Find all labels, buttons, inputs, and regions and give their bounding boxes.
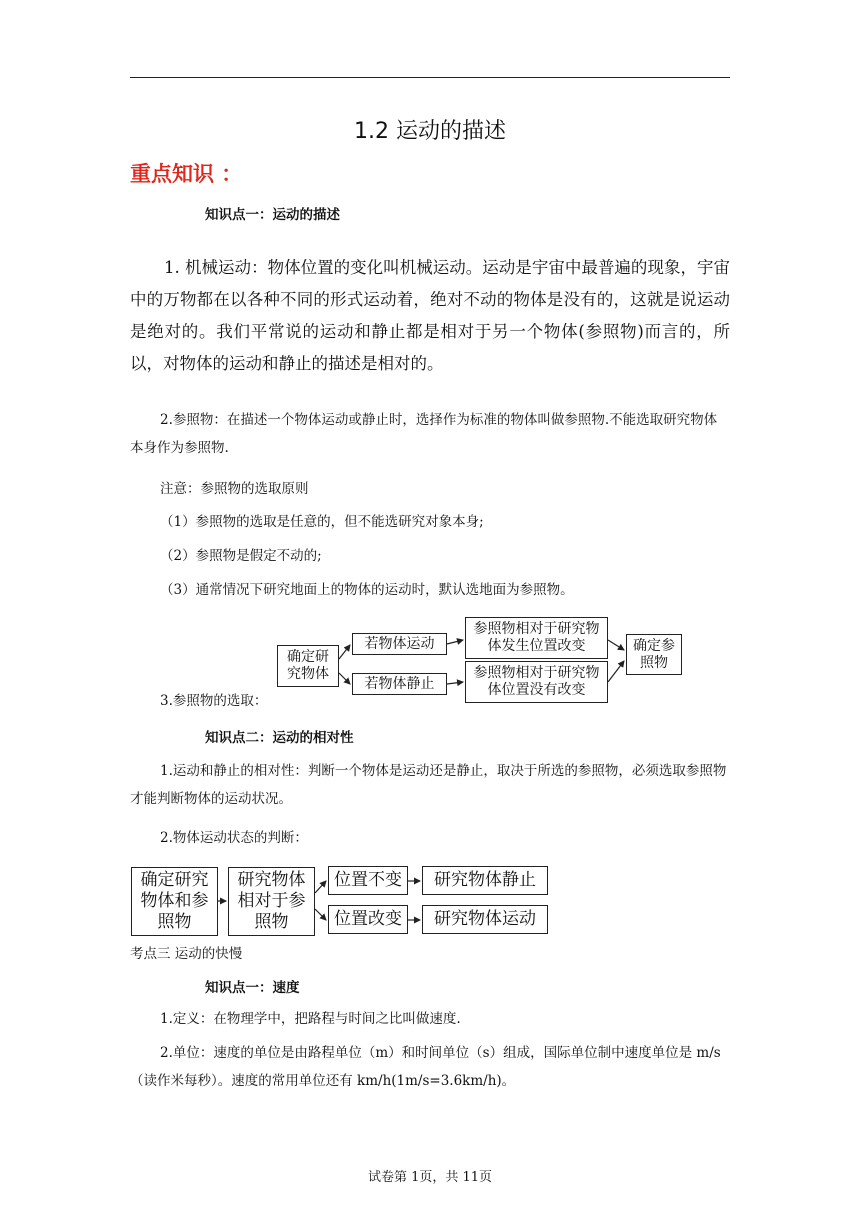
diagram2-result-still-box: 研究物体静止 bbox=[422, 866, 548, 895]
section-heading: 重点知识 ： bbox=[130, 162, 243, 186]
diagram2-middle-box: 研究物体相对于参照物 bbox=[228, 867, 315, 936]
kp1-heading: 知识点一：运动的描述 bbox=[205, 207, 340, 223]
diagram2-start-box: 确定研究物体和参照物 bbox=[131, 867, 218, 936]
exam-point-3: 考点三 运动的快慢 bbox=[130, 946, 243, 962]
note-item: （1）参照物的选取是任意的，但不能选研究对象本身; bbox=[160, 514, 484, 530]
para-speed-unit: 2.单位：速度的单位是由路程单位（m）和时间单位（s）组成，国际单位制中速度单位是 m/s（读作米每秒）。速度的常用单位还有 km/h(1m/s=3.6km/h)。 bbox=[130, 1045, 721, 1089]
diagram1-moving-box: 若物体运动 bbox=[352, 633, 447, 655]
para-relativity: 1.运动和静止的相对性：判断一个物体是运动还是静止，取决于所选的参照物，必须选取参照物才能判断物体的运动状况。 bbox=[130, 763, 727, 807]
para-reference-selection: 3.参照物的选取： bbox=[160, 693, 268, 709]
diagram1-end-box: 确定参照物 bbox=[626, 634, 682, 675]
diagram1-start-box: 确定研究物体 bbox=[277, 645, 339, 687]
diagram2-unchanged-box: 位置不变 bbox=[328, 866, 408, 895]
diagram1-result-moving-box: 参照物相对于研究物体发生位置改变 bbox=[465, 617, 608, 659]
para-reference-object: 2.参照物：在描述一个物体运动或静止时，选择作为标准的物体叫做参照物.不能选取研究物体本身作为参照物. bbox=[130, 412, 718, 456]
para-speed-definition: 1.定义：在物理学中，把路程与时间之比叫做速度. bbox=[160, 1011, 461, 1027]
diagram2-result-moving-box: 研究物体运动 bbox=[422, 905, 548, 934]
diagram1-result-still-box: 参照物相对于研究物体位置没有改变 bbox=[465, 661, 608, 703]
note-title: 注意：参照物的选取原则 bbox=[160, 481, 309, 497]
page-title: 1.2 运动的描述 bbox=[354, 119, 506, 144]
kp2-heading: 知识点二：运动的相对性 bbox=[205, 730, 354, 746]
diagram1-still-box: 若物体静止 bbox=[352, 673, 447, 695]
kp1b-heading: 知识点一：速度 bbox=[205, 980, 300, 996]
note-item: （2）参照物是假定不动的; bbox=[160, 548, 322, 564]
diagram2-changed-box: 位置改变 bbox=[328, 905, 408, 934]
para-motion-state: 2.物体运动状态的判断： bbox=[160, 830, 308, 846]
para-mechanical-motion: 1. 机械运动：物体位置的变化叫机械运动。运动是宇宙中最普遍的现象，宇宙中的万物都在以各种不同的形式运动着，绝对不动的物体是没有的，这就是说运动是绝对的。我们平常说的运动和静止都是相对于另一个物体(参照物)而言的，所以，对物体的运动和静止的描述是相对的。 bbox=[130, 258, 730, 373]
note-item: （3）通常情况下研究地面上的物体的运动时，默认选地面为参照物。 bbox=[160, 582, 574, 598]
page-footer: 试卷第 1页，共 11页 bbox=[367, 1170, 493, 1185]
